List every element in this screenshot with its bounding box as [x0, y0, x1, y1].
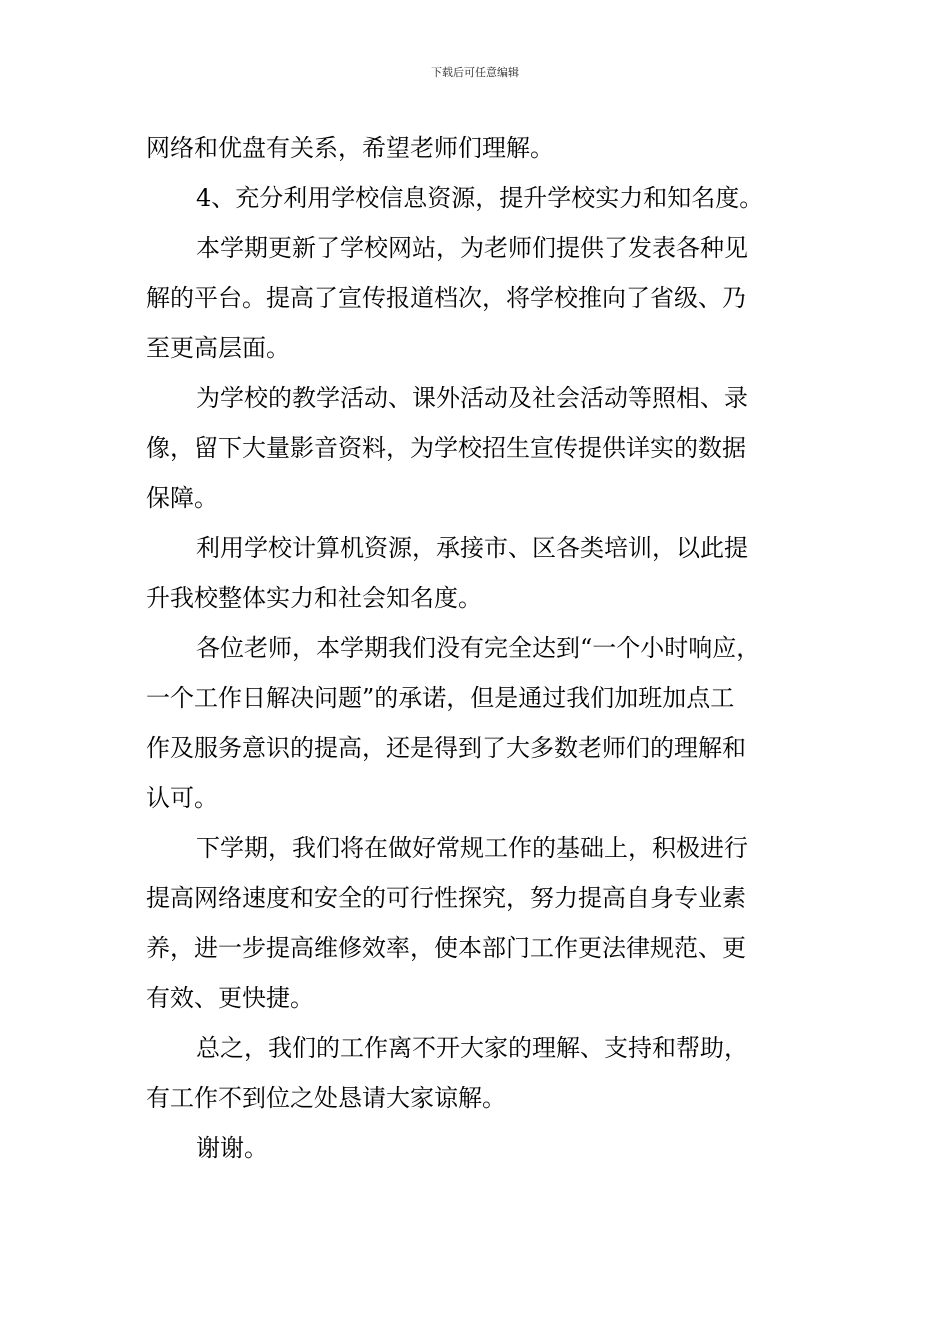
text-line: 下学期，我们将在做好常规工作的基础上，积极进行 [196, 834, 748, 862]
text-line: 网络和优盘有关系，希望老师们理解。 [146, 134, 554, 162]
text-line: 有效、更快捷。 [146, 984, 314, 1012]
text-line: 至更高层面。 [146, 334, 290, 362]
page-header: 下载后可任意编辑 [431, 66, 519, 79]
text-line: 各位老师，本学期我们没有完全达到“一个小时响应， [196, 634, 761, 662]
text-line: 保障。 [146, 484, 218, 512]
text-line: 为学校的教学活动、课外活动及社会活动等照相、录 [196, 384, 748, 412]
text-line: 利用学校计算机资源，承接市、区各类培训，以此提 [196, 534, 748, 562]
text-line: 提高网络速度和安全的可行性探究，努力提高自身专业素 [146, 884, 746, 912]
text-line: 养，进一步提高维修效率，使本部门工作更法律规范、更 [146, 934, 746, 962]
text-line: 认可。 [146, 784, 218, 812]
text-line: 有工作不到位之处恳请大家谅解。 [146, 1084, 506, 1112]
text-line: 升我校整体实力和社会知名度。 [146, 584, 482, 612]
text-line: 一个工作日解决问题”的承诺，但是通过我们加班加点工 [146, 684, 735, 712]
text-line: 谢谢。 [196, 1134, 268, 1162]
text-line: 总之，我们的工作离不开大家的理解、支持和帮助， [196, 1034, 748, 1062]
text-line: 4、充分利用学校信息资源，提升学校实力和知名度。 [196, 184, 764, 212]
text-line: 作及服务意识的提高，还是得到了大多数老师们的理解和 [146, 734, 746, 762]
text-line: 像，留下大量影音资料，为学校招生宣传提供详实的数据 [146, 434, 746, 462]
text-line: 解的平台。提高了宣传报道档次，将学校推向了省级、乃 [146, 284, 746, 312]
text-line: 本学期更新了学校网站，为老师们提供了发表各种见 [196, 234, 748, 262]
